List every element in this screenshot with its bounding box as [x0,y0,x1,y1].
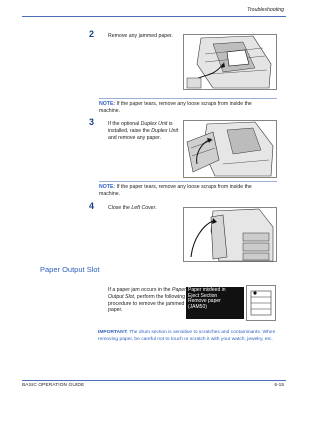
lcd-line: Remove paper [188,298,221,305]
section-heading: Paper Output Slot [40,265,100,274]
left-cover-term: Left Cover [131,205,156,211]
section-intro [108,287,188,314]
step-text-part: is [167,121,173,127]
step-text [108,205,157,212]
note [99,184,279,198]
machine-diagram-icon [246,285,276,321]
header-rule [22,16,286,17]
section-text-part: , perform the following [133,293,185,300]
section-text-part: Output Slot [108,293,134,300]
note-text-cont: machine. [99,107,121,114]
step-text: Remove any jammed paper. [108,33,173,39]
section-text-part: Paper [172,287,186,293]
lcd-message-panel [186,287,244,319]
note [99,101,279,115]
duplex-unit-term: Duplex Unit [151,127,179,134]
step-text-part: If the optional [108,121,141,127]
step-text-part: Close the [108,205,132,211]
section-text-part: If a paper jam occurs in the [108,287,173,293]
note-text: If the paper tears, remove any loose scraps from inside the [115,184,252,190]
footer-page-number: 6-15 [274,383,284,388]
section-text-part: procedure to remove the jammed [108,300,185,307]
step-text-part: . [155,205,157,211]
lcd-line: Paper misfeed in [188,287,226,293]
lcd-line: Eject Section [188,292,218,299]
step-text-part: installed, raise the [108,127,152,134]
footer-rule [22,380,286,381]
important-text: The drum section is sensitive to scratches and contaminants. When removing paper, be careful not to touch or scratch it with your watch, jewelry, etc. [98,330,276,342]
step-text [108,121,182,141]
duplex-unit-term: Duplex Unit [140,121,168,127]
jammed-paper-illustration [183,34,277,90]
footer-guide-title: BASIC OPERATION GUIDE [22,383,85,388]
note-label: NOTE: [99,184,116,190]
note-text-cont: machine. [99,190,121,197]
note-text: If the paper tears, remove any loose scraps from inside the [115,101,252,107]
section-text-part: paper. [108,307,123,314]
note-separator [99,98,277,99]
note-separator [99,181,277,182]
important-label: IMPORTANT: [98,330,128,335]
step-number: 2 [89,29,95,39]
step-number: 3 [89,117,95,127]
important-notice [98,330,278,343]
step-text-part: and remove any paper. [108,134,162,141]
close-left-cover-illustration [183,207,277,262]
lcd-line: (JAM50) [188,303,207,310]
duplex-unit-illustration [183,120,277,178]
page-header-title: Troubleshooting [247,7,284,13]
step-number: 4 [89,201,95,211]
note-label: NOTE: [99,101,116,107]
